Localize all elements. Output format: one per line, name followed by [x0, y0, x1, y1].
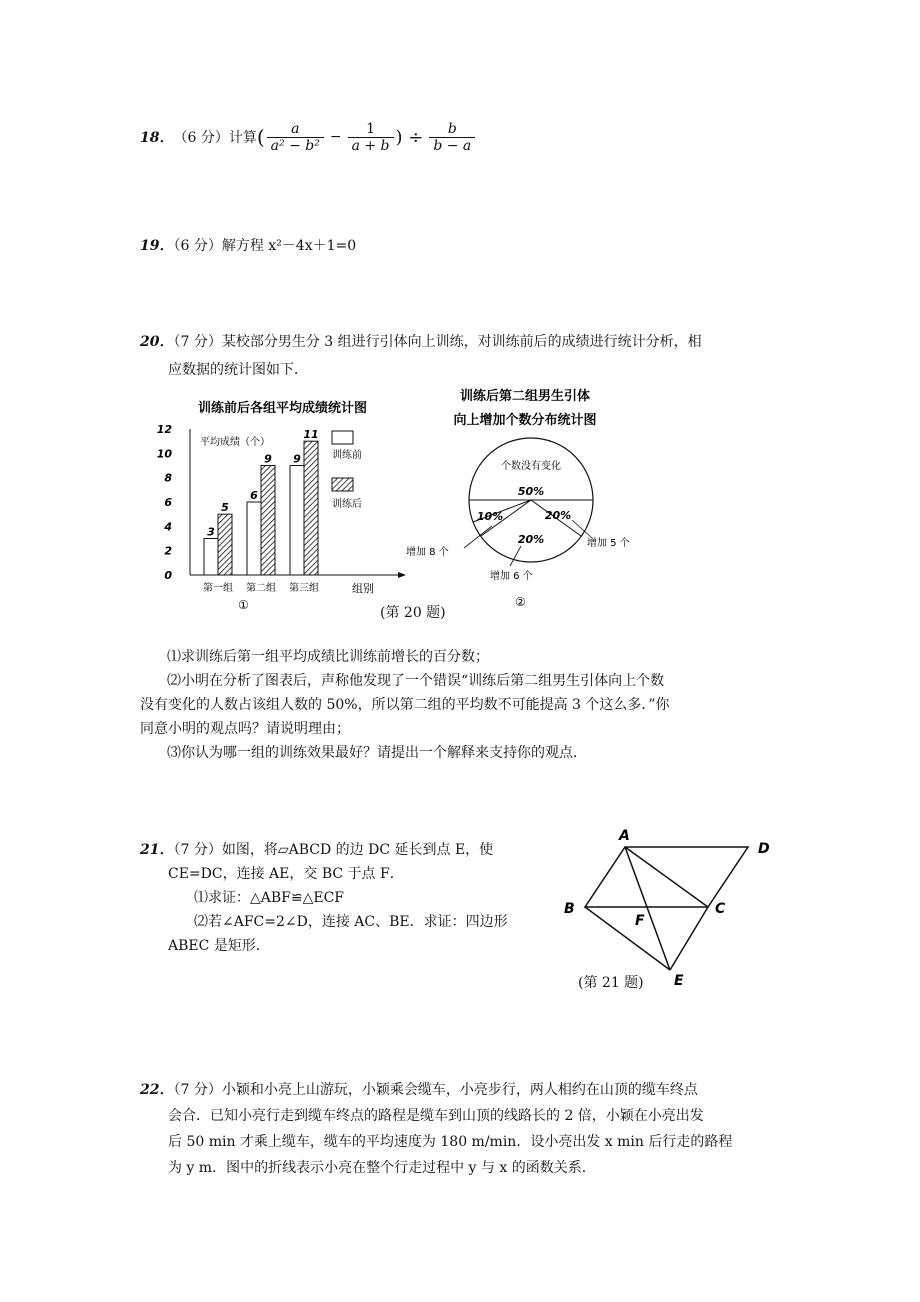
- segment-ae: [625, 847, 670, 970]
- bar-value-label: 3: [207, 525, 215, 539]
- pie-chart-marker: ②: [515, 595, 526, 609]
- q22-score: （7 分）: [173, 1082, 222, 1098]
- q18-fraction-2: [348, 121, 394, 154]
- bar-value-label: 6: [250, 489, 258, 502]
- bar-value-label: 5: [221, 501, 229, 515]
- x-category-label: 第一组: [203, 583, 233, 594]
- q21-line-2: CE=DC，连接 AE，交 BC 于点 F．: [168, 866, 404, 882]
- q19-number: 19．: [140, 238, 174, 254]
- y-tick-label: 2: [164, 544, 172, 558]
- question-20: [140, 331, 790, 379]
- q20-sub-2b: 没有变化的人数占该组人数的 50%，所以第二组的平均数不可能提高 3 个这么多．”你: [140, 697, 670, 713]
- x-category-label: 第三组: [289, 583, 319, 594]
- q20-score: （7 分）: [173, 334, 222, 350]
- bar-chart-ylabel: 平均成绩（个）: [200, 437, 270, 448]
- bar-after: [218, 514, 232, 575]
- bar-after: [261, 466, 275, 576]
- q20-number: 20．: [140, 334, 174, 350]
- pie-chart: [400, 380, 650, 610]
- q21-text-1: 如图，将▱ABCD 的边 DC 延长到点 E，使: [221, 842, 494, 858]
- q21-caption: (第 21 题): [578, 975, 644, 991]
- question-19: [140, 235, 356, 255]
- pie-chart-title-1: 训练后第二组男生引体: [459, 389, 591, 404]
- segment-ce: [670, 907, 708, 970]
- y-tick-label: 0: [164, 569, 172, 582]
- q18-minus: −: [329, 129, 342, 145]
- bar-after: [304, 441, 318, 575]
- y-tick-label: 6: [164, 496, 172, 509]
- legend-swatch-before: [332, 431, 353, 444]
- y-tick-label: 4: [164, 520, 172, 534]
- q18-frac1-den: a² − b²: [270, 137, 320, 154]
- q18-rparen-divide: ) ÷: [395, 126, 424, 148]
- q21-score: （7 分）: [173, 842, 222, 858]
- q18-frac3-num: b: [429, 121, 475, 138]
- q18-frac1-num: a: [267, 121, 324, 138]
- pie-callout-plus8: 增加 8 个: [406, 547, 449, 558]
- point-label-f: F: [635, 913, 645, 929]
- q21-line-1: [140, 838, 508, 862]
- q18-score: （6 分）: [173, 130, 229, 146]
- point-label-c: C: [715, 901, 726, 917]
- q22-line-3: 后 50 min 才乘上缆车，缆车的平均速度为 180 m/min．设小亮出发 x min 后行走的路程: [168, 1134, 733, 1150]
- point-label-d: D: [758, 841, 770, 857]
- bar-chart-title: 训练前后各组平均成绩统计图: [198, 401, 368, 416]
- pie-slice-label-plus5: 20%: [544, 509, 572, 522]
- pie-chart-title-2: 向上增加个数分布统计图: [453, 413, 597, 428]
- q21-sub-2b: ABEC 是矩形．: [168, 938, 270, 954]
- point-label-b: B: [564, 901, 575, 917]
- q20-sub-2a: ⑵小明在分析了图表后，声称他发现了一个错误“训练后第二组男生引体向上个数: [167, 673, 665, 689]
- q18-lparen: (: [256, 125, 265, 149]
- bar-before: [247, 502, 261, 575]
- q19-text: 解方程 x²－4x＋1=0: [221, 238, 357, 254]
- q20-line-1: [140, 331, 790, 351]
- legend-swatch-after: [332, 478, 353, 491]
- y-tick-label: 8: [164, 471, 172, 485]
- q22-number: 22．: [140, 1082, 174, 1098]
- question-18: [140, 112, 477, 162]
- q21-figure: [555, 822, 785, 997]
- x-category-label: 第二组: [246, 583, 276, 594]
- question-22: [140, 1077, 732, 1181]
- bar-before: [290, 466, 304, 576]
- y-tick-label: 12: [156, 423, 172, 436]
- bar-value-label: 9: [264, 452, 272, 466]
- bar-chart-xlabel: 组别: [352, 582, 374, 595]
- q19-score: （6 分）: [173, 238, 222, 254]
- q22-text-1: 小颖和小亮上山游玩，小颖乘会缆车，小亮步行，两人相约在山顶的缆车终点: [221, 1082, 698, 1098]
- q20-sub-1: ⑴求训练后第一组平均成绩比训练前增长的百分数；: [167, 649, 489, 665]
- q18-frac2-num: 1: [348, 121, 394, 138]
- point-label-e: E: [674, 973, 684, 989]
- legend-label-before: 训练前: [332, 450, 362, 461]
- bar-chart-marker: ①: [238, 598, 249, 612]
- q22-line-4: 为 y m．图中的折线表示小亮在整个行走过程中 y 与 x 的函数关系．: [168, 1160, 596, 1176]
- q18-frac3-den: b − a: [433, 137, 472, 154]
- pie-slice-label-plus6: 20%: [517, 533, 545, 546]
- bar-chart: [156, 395, 420, 625]
- q20-subquestions: [140, 645, 670, 765]
- q20-sub-2c: 同意小明的观点吗？请说明理由；: [140, 721, 350, 737]
- pie-slice-label-no-change: 50%: [517, 485, 545, 498]
- segment-ac: [625, 847, 708, 907]
- y-tick-label: 10: [156, 447, 172, 461]
- q22-line-2: 会合．已知小亮行走到缆车终点的路程是缆车到山顶的线路长的 2 倍，小颖在小亮出发: [168, 1108, 704, 1124]
- q18-number: 18．: [140, 130, 174, 146]
- bar-value-label: 11: [303, 428, 319, 442]
- bar-before: [204, 539, 218, 576]
- q21-number: 21．: [140, 842, 174, 858]
- pie-slice-label-plus8: 10%: [476, 510, 504, 523]
- question-21: [140, 838, 508, 958]
- q20-sub-3: ⑶你认为哪一组的训练效果最好？请提出一个解释来支持你的观点．: [167, 745, 587, 761]
- q20-caption: (第 20 题): [380, 605, 446, 621]
- pie-callout-plus5: 增加 5 个: [587, 538, 630, 549]
- legend-label-after: 训练后: [332, 499, 362, 510]
- q20-text-1: 某校部分男生分 3 组进行引体向上训练，对训练前后的成绩进行统计分析，相: [221, 334, 702, 350]
- bar-value-label: 9: [293, 452, 301, 466]
- q21-sub-2a: ⑵若∠AFC=2∠D，连接 AC、BE．求证：四边形: [194, 914, 508, 930]
- segment-be: [585, 907, 670, 970]
- q21-sub-1: ⑴求证：△ABF≌△ECF: [194, 890, 345, 906]
- q18-fraction-1: [267, 121, 324, 154]
- q18-text: 计算: [228, 130, 257, 146]
- q22-line-1: [140, 1077, 732, 1103]
- pie-slice-name-no-change: 个数没有变化: [501, 461, 561, 472]
- pie-callout-plus6: 增加 6 个: [490, 571, 533, 582]
- point-label-a: A: [619, 828, 630, 844]
- q20-line-2: 应数据的统计图如下．: [168, 362, 308, 378]
- q18-fraction-3: [429, 121, 475, 154]
- q18-frac2-den: a + b: [351, 137, 390, 154]
